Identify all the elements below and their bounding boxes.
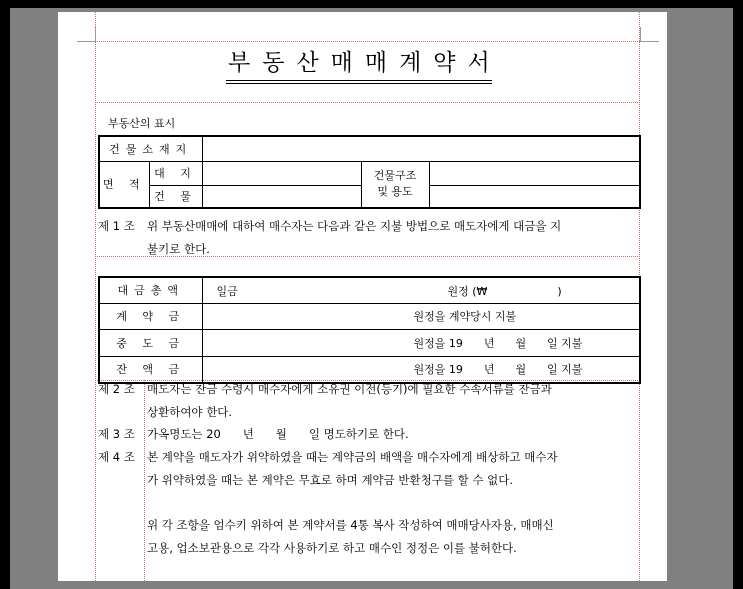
article-number: 제 3 조 <box>98 427 135 441</box>
article-text-line1: 위 부동산매매에 대하여 매수자는 다음과 같은 지불 방법으로 매도자에게 대금을 지 <box>147 219 562 233</box>
article-text-line1: 가옥명도는 20 년 월 일 명도하기로 한다. <box>147 427 409 441</box>
title-underline <box>226 80 492 81</box>
property-table <box>98 135 641 209</box>
land-value[interactable] <box>202 161 361 185</box>
section-label: 부동산의 표시 <box>108 117 176 130</box>
structure-label-line2: 및 용도 <box>377 185 413 199</box>
margin-guide-top <box>95 41 640 42</box>
total-value-text: 원정 (₩ ) <box>447 285 562 298</box>
structure-label <box>361 161 429 208</box>
total-amount-label: 대금총액 <box>99 277 202 303</box>
corner-mark-right <box>640 27 659 42</box>
building-value[interactable] <box>202 185 361 208</box>
structure-value-2[interactable] <box>429 185 640 208</box>
article-text-line2: 가 위약하였을 때는 본 계약은 무효로 하며 계약금 반환청구를 할 수 없다. <box>147 473 514 487</box>
location-label: 건물소재지 <box>99 136 202 161</box>
interim-value[interactable]: 원정을 19 년 월 일 지불 <box>202 329 640 356</box>
guide-line <box>95 102 640 103</box>
structure-label-line1: 건물구조 <box>373 169 417 183</box>
land-label: 대 지 <box>149 161 202 185</box>
article-text-line1: 본 계약을 매도자가 위약하였을 때는 계약금의 배액을 매수자에게 배상하고 매수자 <box>147 450 558 464</box>
title-underline <box>226 83 492 84</box>
structure-value-1[interactable] <box>429 161 640 185</box>
area-label: 면 적 <box>99 161 149 208</box>
article-number: 제 1 조 <box>98 219 135 233</box>
balance-value[interactable]: 원정을 19 년 월 일 지불 <box>202 356 640 383</box>
article-text-line1: 매도자는 잔금 수령시 매수자에게 소유권 이전(등기)에 필요한 수속서류를 잔금과 <box>147 382 552 396</box>
article-text-line2: 상환하여야 한다. <box>147 405 233 419</box>
document-page <box>58 12 667 581</box>
closing-line1: 위 각 조항을 엄수키 위하여 본 계약서를 4통 복사 작성하여 매매당사자용, 매매신 <box>147 518 554 532</box>
article-number: 제 2 조 <box>98 382 135 396</box>
corner-mark-left <box>77 27 96 42</box>
total-amount-value[interactable] <box>202 277 640 303</box>
balance-label: 잔 액 금 <box>99 356 202 383</box>
payment-table <box>98 276 641 384</box>
total-prefix: 일금 <box>216 285 238 298</box>
document-title: 부동산매매계약서 <box>228 50 502 76</box>
article-text-line2: 불키로 한다. <box>147 242 210 256</box>
deposit-label: 계 약 금 <box>99 303 202 329</box>
margin-guide-left <box>95 12 96 581</box>
location-value[interactable] <box>202 136 640 161</box>
interim-label: 중 도 금 <box>99 329 202 356</box>
building-label: 건 물 <box>149 185 202 208</box>
article-number: 제 4 조 <box>98 450 135 464</box>
indent-guide <box>144 380 145 581</box>
closing-line2: 고용, 업소보관용으로 각각 사용하기로 하고 매수인 정정은 이를 불허한다. <box>147 541 517 555</box>
deposit-value[interactable]: 원정을 계약당시 지불 <box>202 303 640 329</box>
